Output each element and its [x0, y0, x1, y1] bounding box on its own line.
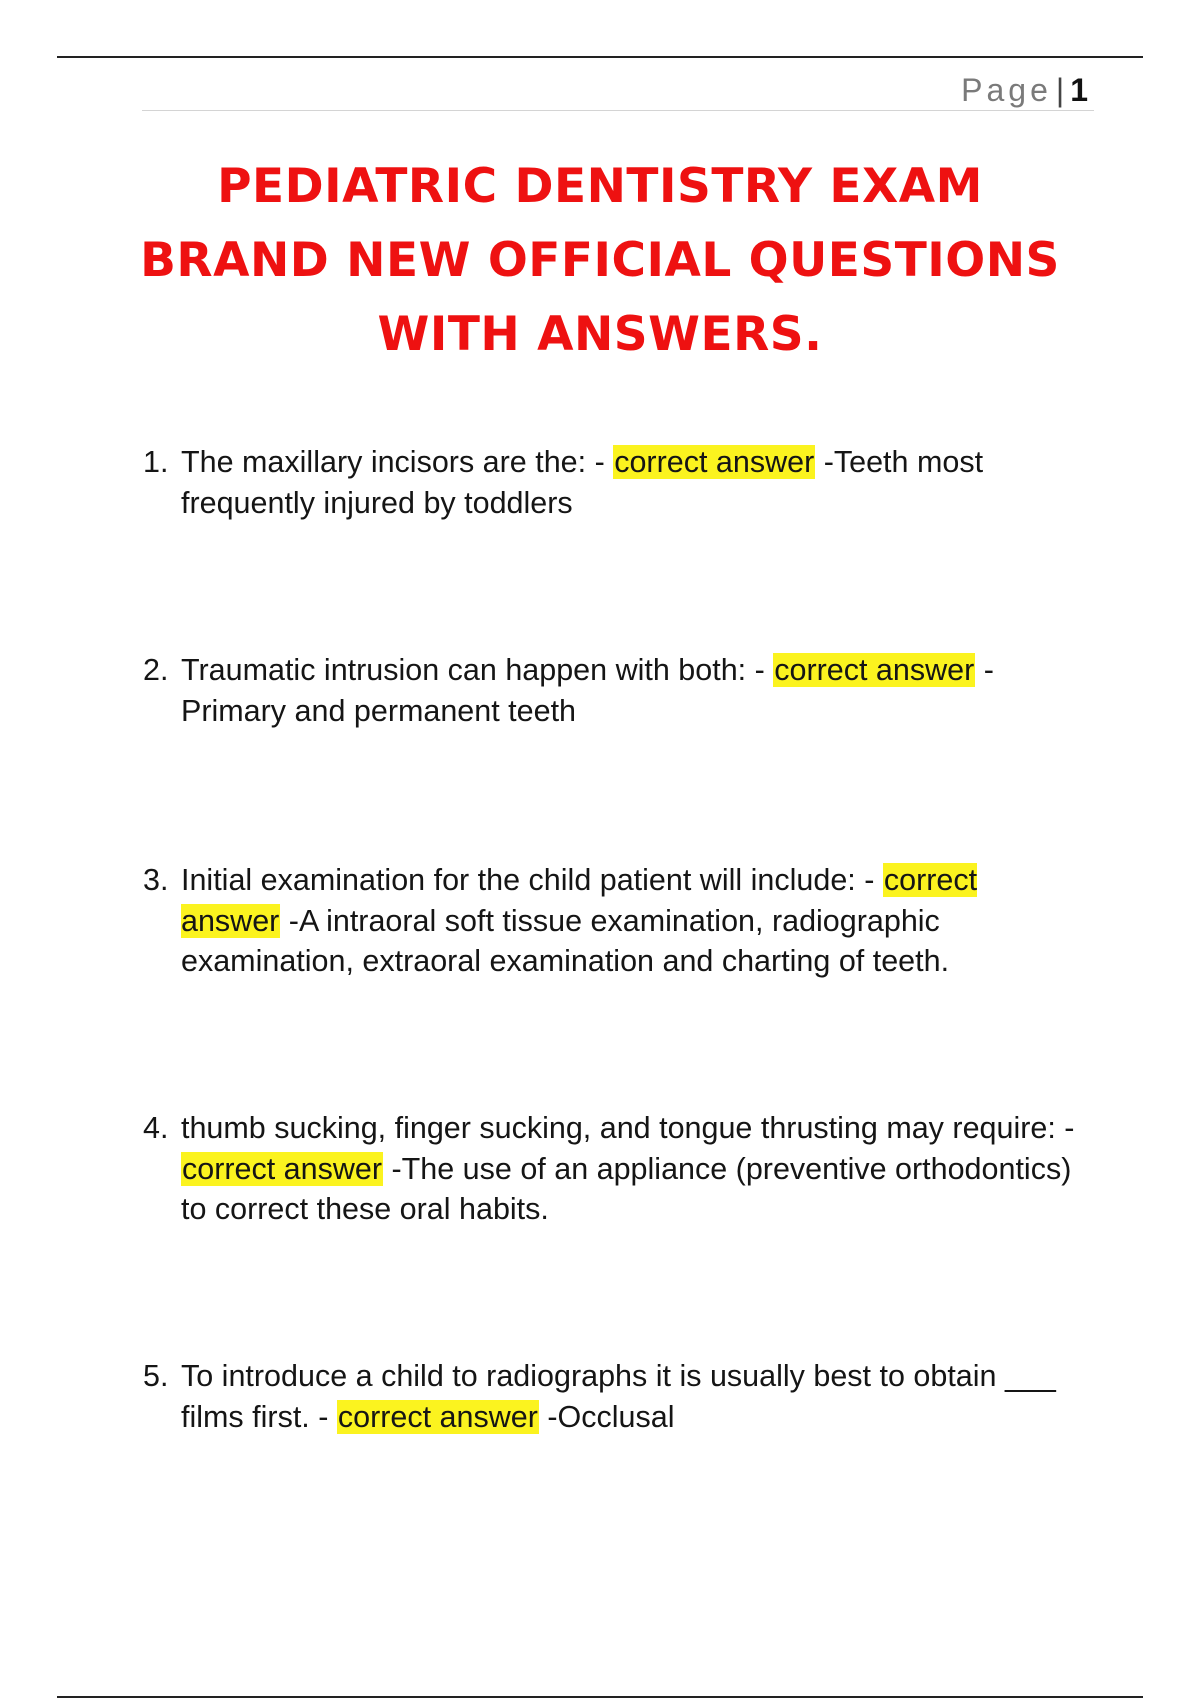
- correct-answer-highlight: correct answer: [182, 1151, 383, 1186]
- question-body: [181, 650, 1083, 731]
- question-body: [181, 1108, 1083, 1230]
- top-rule: [57, 56, 1143, 58]
- page-indicator: [961, 72, 1088, 108]
- correct-answer-highlight: correct answer: [337, 1399, 538, 1434]
- answer-text: -Teeth most frequently injured by toddlers: [181, 445, 984, 520]
- question-body: [181, 1356, 1083, 1437]
- question-number: 2.: [143, 653, 169, 687]
- question-text: Initial examination for the child patient will include: -: [181, 863, 883, 897]
- page-header: [142, 66, 1094, 111]
- answer-text: -Occlusal: [538, 1399, 675, 1434]
- question-number: 1.: [143, 445, 169, 479]
- answer-text: -The use of an appliance (preventive orthodontics) to correct these oral habits.: [181, 1151, 1072, 1226]
- correct-answer-highlight: correct answer: [181, 863, 978, 938]
- question-item-3: [143, 860, 1083, 982]
- question-item-2: [143, 650, 1083, 731]
- document-title: [120, 150, 1080, 372]
- bottom-rule: [57, 1696, 1143, 1698]
- title-line-2: BRAND NEW OFFICIAL QUESTIONS: [140, 233, 1060, 288]
- correct-answer-highlight: correct answer: [614, 445, 815, 479]
- correct-answer-highlight: correct answer: [774, 653, 975, 687]
- page-number: 1: [1070, 72, 1088, 108]
- question-body: [181, 860, 1083, 982]
- title-line-3: WITH ANSWERS.: [377, 307, 823, 362]
- question-number: 3.: [143, 863, 169, 897]
- question-item-1: [143, 442, 1083, 523]
- page-word: Page: [961, 72, 1052, 108]
- question-text: To introduce a child to radiographs it is usually best to obtain ___ films first. -: [181, 1359, 1056, 1434]
- answer-text: - Primary and permanent teeth: [181, 653, 994, 728]
- page-separator: |: [1055, 72, 1065, 108]
- question-number: 5.: [143, 1359, 169, 1393]
- question-text: Traumatic intrusion can happen with both: -: [181, 653, 774, 687]
- question-body: [181, 442, 1083, 523]
- question-number: 4.: [143, 1111, 169, 1145]
- question-text: thumb sucking, finger sucking, and tongue thrusting may require: -: [181, 1111, 1075, 1145]
- question-item-4: [143, 1108, 1083, 1230]
- title-line-1: PEDIATRIC DENTISTRY EXAM: [217, 159, 983, 214]
- question-item-5: [143, 1356, 1083, 1437]
- answer-text: -A intraoral soft tissue examination, radiographic examination, extraoral examination and charting of teeth.: [181, 903, 950, 978]
- question-text: The maxillary incisors are the: -: [181, 445, 614, 479]
